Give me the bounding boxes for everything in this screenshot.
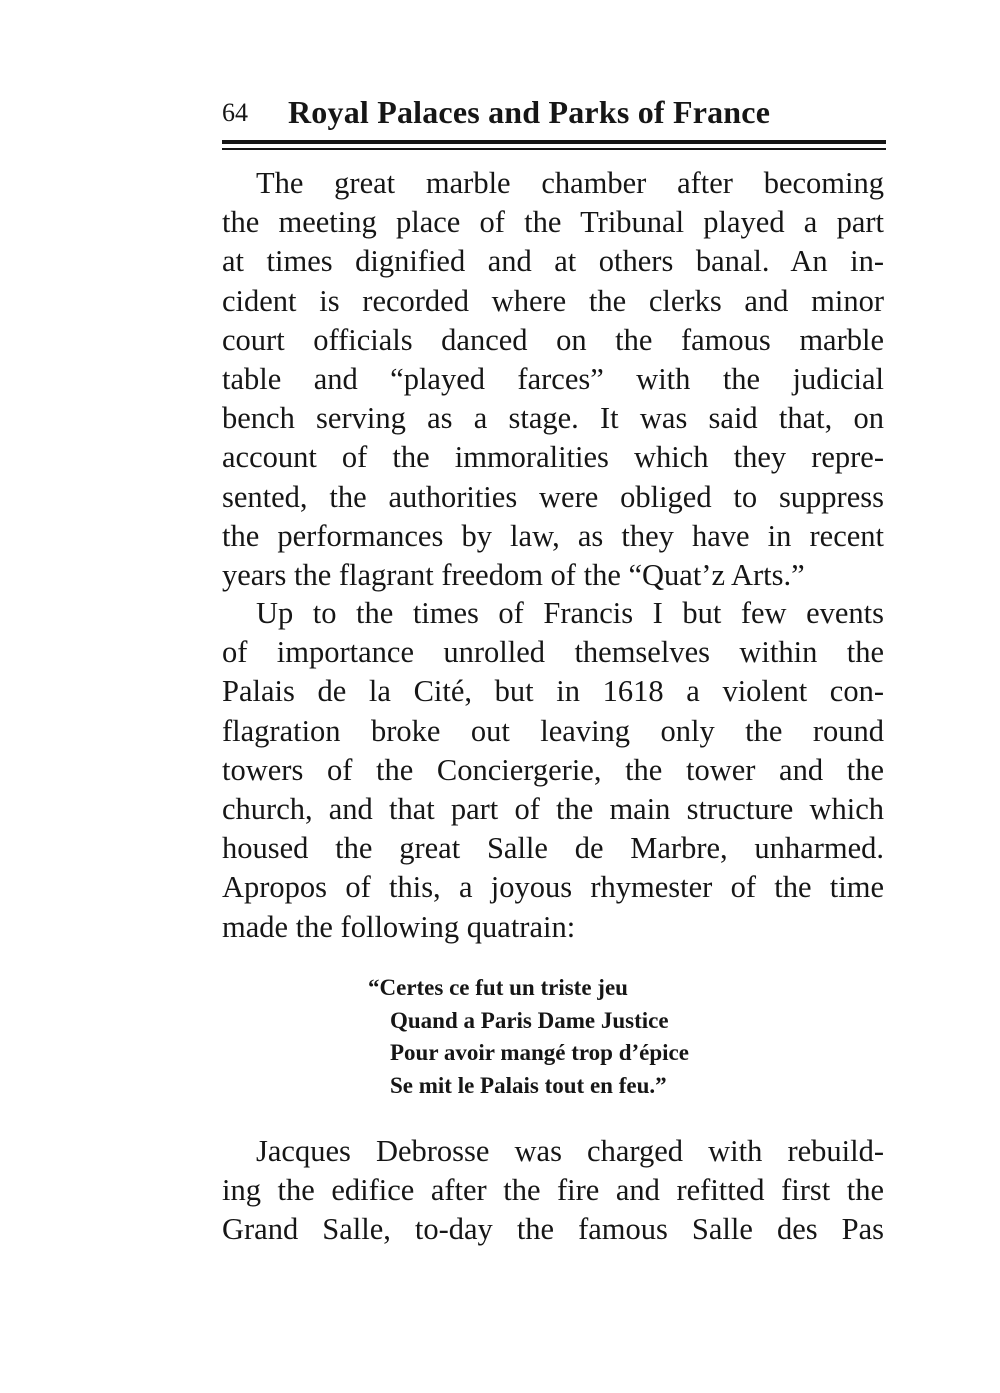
verse-line: Se mit le Palais tout en feu.”: [390, 1072, 667, 1098]
text-line: of importance unrolled themselves within the: [222, 635, 884, 670]
text-line: the meeting place of the Tribunal played a part: [222, 205, 884, 240]
verse-line: Quand a Paris Dame Justice: [390, 1007, 669, 1033]
paragraph-francis-fire: [222, 594, 884, 947]
paragraph-debrosse: [222, 1132, 884, 1250]
text-line: at times dignified and at others banal. An in-: [222, 244, 884, 279]
text-line: sented, the authorities were obliged to suppress: [222, 479, 884, 514]
text-line: account of the immoralities which they repre-: [222, 440, 884, 475]
text-line: Grand Salle, to-day the famous Salle des Pas: [222, 1212, 884, 1247]
verse-line: Pour avoir mangé trop d’épice: [390, 1040, 689, 1065]
page-number: 64: [222, 98, 248, 127]
text-line: Up to the times of Francis I but few events: [256, 596, 884, 630]
text-line: church, and that part of the main structure which: [222, 791, 884, 826]
text-line: Jacques Debrosse was charged with rebuild-: [256, 1134, 884, 1168]
verse-line: “Certes ce fut un triste jeu: [368, 975, 628, 1000]
running-head: [222, 93, 886, 133]
text-line: years the flagrant freedom of the “Quat’z Arts.”: [222, 557, 805, 592]
text-line: cident is recorded where the clerks and minor: [222, 283, 884, 318]
text-line: The great marble chamber after becoming: [256, 166, 884, 200]
quatrain: [368, 972, 689, 1102]
text-line: towers of the Conciergerie, the tower and the: [222, 752, 884, 787]
header-rule-thin: [222, 148, 886, 150]
text-line: the performances by law, as they have in recent: [222, 518, 884, 553]
text-line: ing the edifice after the fire and refitted first the: [222, 1173, 884, 1208]
text-line: Palais de la Cité, but in 1618 a violent con-: [222, 674, 884, 709]
text-line: bench serving as a stage. It was said that, on: [222, 401, 884, 436]
running-title: Royal Palaces and Parks of France: [288, 94, 771, 130]
header-rule-thick: [222, 140, 886, 144]
paragraph-marble-chamber: [222, 164, 884, 595]
text-line: made the following quatrain:: [222, 909, 576, 944]
text-line: table and “played farces” with the judicial: [222, 361, 884, 396]
text-line: Apropos of this, a joyous rhymester of the time: [222, 870, 884, 905]
text-line: flagration broke out leaving only the round: [222, 713, 884, 748]
text-line: housed the great Salle de Marbre, unharmed.: [222, 831, 884, 866]
text-line: court officials danced on the famous marble: [222, 322, 884, 357]
